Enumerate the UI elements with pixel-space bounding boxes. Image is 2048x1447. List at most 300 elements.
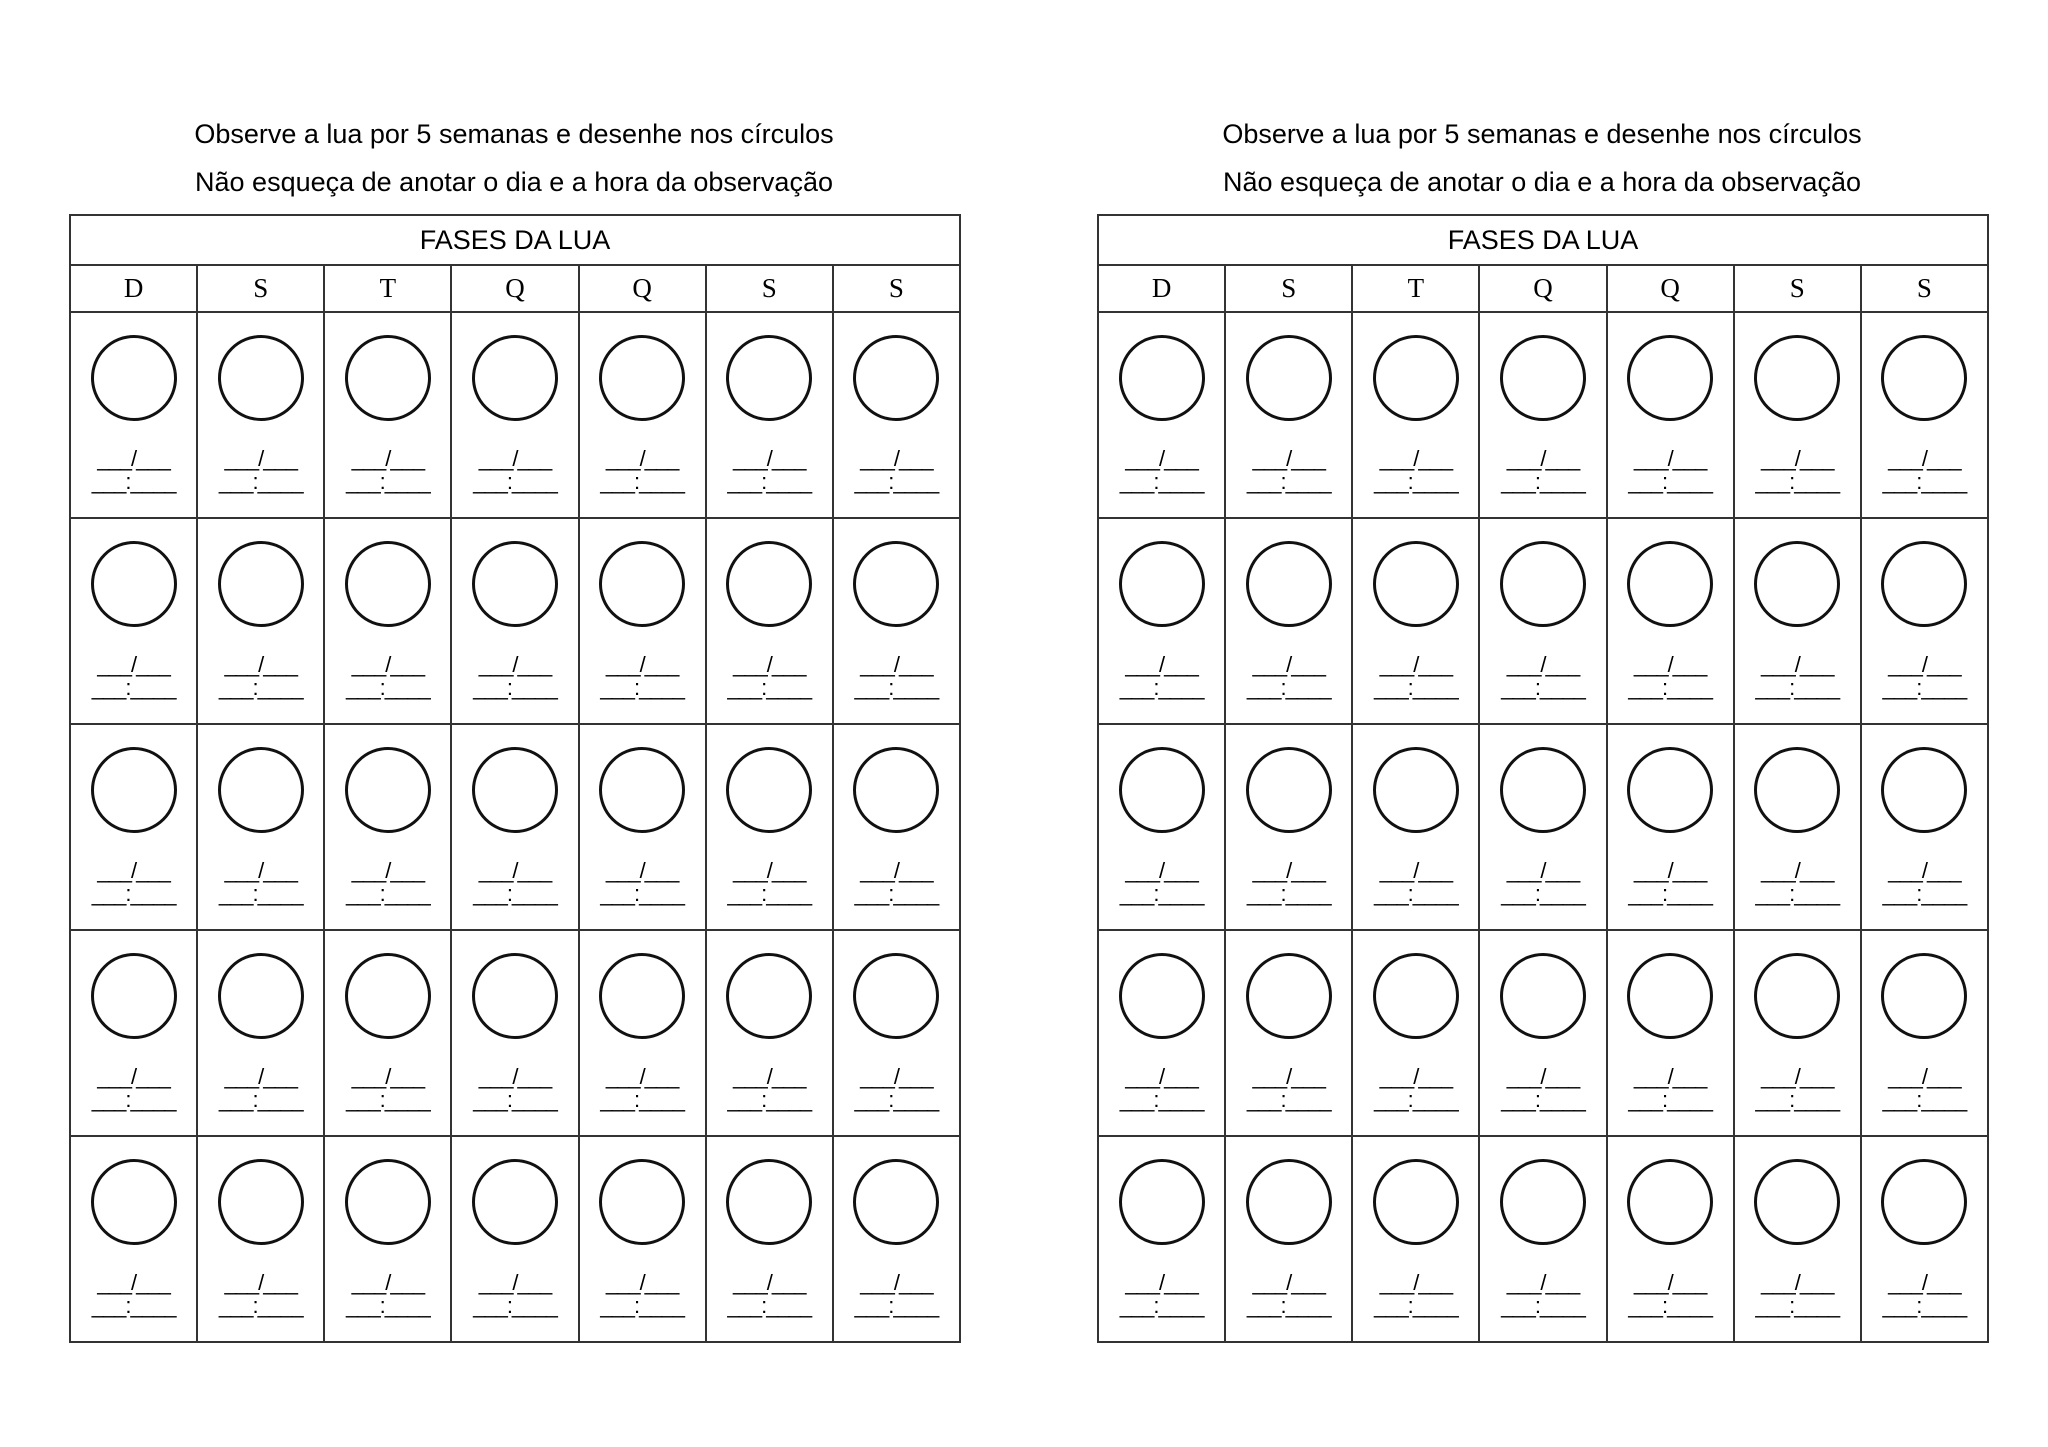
date-blank[interactable]: ___/___ <box>1379 652 1453 677</box>
observation-cell <box>325 313 452 517</box>
moon-drawing-circle[interactable] <box>853 1159 939 1245</box>
moon-drawing-circle[interactable] <box>1627 1159 1713 1245</box>
moon-drawing-circle[interactable] <box>472 335 558 421</box>
date-blank[interactable]: ___/___ <box>605 858 679 883</box>
moon-drawing-circle[interactable] <box>345 541 431 627</box>
moon-drawing-circle[interactable] <box>1373 335 1459 421</box>
time-blank[interactable]: ___:____ <box>1119 1087 1204 1112</box>
time-blank[interactable]: ___:____ <box>854 1293 939 1318</box>
time-blank[interactable]: ___:____ <box>91 675 176 700</box>
moon-drawing-circle[interactable] <box>218 335 304 421</box>
observation-cell <box>71 1137 198 1341</box>
observation-cell <box>1862 931 1987 1135</box>
observation-cell <box>1862 519 1987 723</box>
weekday-header: S <box>1226 266 1353 311</box>
weekday-header: S <box>707 266 834 311</box>
moon-drawing-circle[interactable] <box>1500 747 1586 833</box>
observation-cell <box>1862 1137 1987 1341</box>
moon-drawing-circle[interactable] <box>1754 335 1840 421</box>
moon-drawing-circle[interactable] <box>853 747 939 833</box>
date-blank[interactable]: ___/___ <box>860 652 933 677</box>
week-row <box>71 725 959 931</box>
observation-cell <box>580 931 707 1135</box>
date-blank[interactable]: ___/___ <box>97 1064 170 1089</box>
date-blank[interactable]: ___/___ <box>860 1270 933 1295</box>
worksheet-left <box>69 0 959 1447</box>
time-blank[interactable]: ___:____ <box>1501 469 1585 494</box>
time-blank[interactable]: ___:____ <box>1373 1293 1458 1318</box>
time-blank[interactable]: ___:____ <box>1501 1087 1585 1112</box>
date-blank[interactable]: ___/___ <box>351 858 425 883</box>
time-blank[interactable]: ___:____ <box>854 675 939 700</box>
moon-drawing-circle[interactable] <box>218 953 304 1039</box>
time-blank[interactable]: ___:____ <box>1882 469 1967 494</box>
date-blank[interactable]: ___/___ <box>1633 652 1707 677</box>
time-blank[interactable]: ___:____ <box>727 1293 812 1318</box>
observation-cell <box>1099 1137 1226 1341</box>
time-blank[interactable]: ___:____ <box>854 469 939 494</box>
date-blank[interactable]: ___/___ <box>860 446 933 471</box>
observation-cell <box>1735 313 1862 517</box>
time-blank[interactable]: ___:____ <box>1628 1293 1713 1318</box>
moon-drawing-circle[interactable] <box>472 747 558 833</box>
date-blank[interactable]: ___/___ <box>605 1064 679 1089</box>
moon-drawing-circle[interactable] <box>726 541 812 627</box>
time-blank[interactable]: ___:____ <box>345 881 430 906</box>
instruction-line-2: Não esqueça de anotar o dia e a hora da observação <box>1223 167 1861 197</box>
time-blank[interactable]: ___:____ <box>91 1293 176 1318</box>
moon-drawing-circle[interactable] <box>1754 747 1840 833</box>
moon-drawing-circle[interactable] <box>1500 1159 1586 1245</box>
date-blank[interactable]: ___/___ <box>1379 1270 1453 1295</box>
moon-drawing-circle[interactable] <box>1500 335 1586 421</box>
time-blank[interactable]: ___:____ <box>218 1087 303 1112</box>
date-blank[interactable]: ___/___ <box>605 446 679 471</box>
time-blank[interactable]: ___:____ <box>1246 469 1331 494</box>
moon-drawing-circle[interactable] <box>91 541 177 627</box>
moon-drawing-circle[interactable] <box>1373 953 1459 1039</box>
date-blank[interactable]: ___/___ <box>1125 1064 1198 1089</box>
time-blank[interactable]: ___:____ <box>727 881 812 906</box>
observation-cell <box>452 1137 579 1341</box>
time-blank[interactable]: ___:____ <box>854 881 939 906</box>
date-blank[interactable]: ___/___ <box>860 858 933 883</box>
observation-cell <box>1608 519 1735 723</box>
observation-cell <box>1226 313 1353 517</box>
observation-cell <box>1226 519 1353 723</box>
time-blank[interactable]: ___:____ <box>218 469 303 494</box>
observation-cell <box>1480 725 1607 929</box>
time-blank[interactable]: ___:____ <box>727 1087 812 1112</box>
observation-cell <box>198 519 325 723</box>
time-blank[interactable]: ___:____ <box>1628 469 1713 494</box>
time-blank[interactable]: ___:____ <box>1501 881 1585 906</box>
moon-drawing-circle[interactable] <box>1881 747 1967 833</box>
time-blank[interactable]: ___:____ <box>1628 675 1713 700</box>
moon-drawing-circle[interactable] <box>91 747 177 833</box>
date-blank[interactable]: ___/___ <box>733 446 806 471</box>
time-blank[interactable]: ___:____ <box>1373 675 1458 700</box>
moon-drawing-circle[interactable] <box>1119 1159 1205 1245</box>
moon-drawing-circle[interactable] <box>853 953 939 1039</box>
time-blank[interactable]: ___:____ <box>473 469 557 494</box>
date-blank[interactable]: ___/___ <box>1506 1064 1580 1089</box>
moon-drawing-circle[interactable] <box>1754 1159 1840 1245</box>
date-blank[interactable]: ___/___ <box>1506 446 1580 471</box>
time-blank[interactable]: ___:____ <box>600 675 685 700</box>
time-blank[interactable]: ___:____ <box>854 1087 939 1112</box>
moon-drawing-circle[interactable] <box>1246 335 1332 421</box>
moon-drawing-circle[interactable] <box>1373 1159 1459 1245</box>
moon-drawing-circle[interactable] <box>345 335 431 421</box>
time-blank[interactable]: ___:____ <box>1246 1293 1331 1318</box>
time-blank[interactable]: ___:____ <box>1246 1087 1331 1112</box>
date-blank[interactable]: ___/___ <box>605 1270 679 1295</box>
date-blank[interactable]: ___/___ <box>1379 446 1453 471</box>
observation-cell <box>71 313 198 517</box>
observation-cell <box>580 1137 707 1341</box>
date-blank[interactable]: ___/___ <box>1633 446 1707 471</box>
date-blank[interactable]: ___/___ <box>224 1270 297 1295</box>
date-blank[interactable]: ___/___ <box>1506 1270 1580 1295</box>
observation-cell <box>580 725 707 929</box>
time-blank[interactable]: ___:____ <box>1119 675 1204 700</box>
weekday-header: Q <box>580 266 707 311</box>
observation-cell <box>1735 1137 1862 1341</box>
observation-cell <box>1353 1137 1480 1341</box>
time-blank[interactable]: ___:____ <box>1373 1087 1458 1112</box>
time-blank[interactable]: ___:____ <box>1882 675 1967 700</box>
time-blank[interactable]: ___:____ <box>1246 675 1331 700</box>
week-row <box>71 1137 959 1341</box>
time-blank[interactable]: ___:____ <box>218 1293 303 1318</box>
observation-cell <box>1353 931 1480 1135</box>
date-blank[interactable]: ___/___ <box>1761 652 1834 677</box>
week-row <box>71 313 959 519</box>
instruction-line-1: Observe a lua por 5 semanas e desenhe nos círculos <box>1222 119 1862 149</box>
moon-drawing-circle[interactable] <box>726 747 812 833</box>
time-blank[interactable]: ___:____ <box>473 1087 557 1112</box>
observation-cell <box>325 1137 452 1341</box>
observation-cell <box>198 931 325 1135</box>
moon-drawing-circle[interactable] <box>91 1159 177 1245</box>
observation-cell <box>325 931 452 1135</box>
date-blank[interactable]: ___/___ <box>97 858 170 883</box>
instruction-line-1: Observe a lua por 5 semanas e desenhe nos círculos <box>194 119 834 149</box>
moon-drawing-circle[interactable] <box>218 1159 304 1245</box>
moon-drawing-circle[interactable] <box>1881 953 1967 1039</box>
time-blank[interactable]: ___:____ <box>1501 675 1585 700</box>
moon-drawing-circle[interactable] <box>472 953 558 1039</box>
date-blank[interactable]: ___/___ <box>1252 652 1325 677</box>
date-blank[interactable]: ___/___ <box>860 1064 933 1089</box>
time-blank[interactable]: ___:____ <box>91 881 176 906</box>
observation-cell <box>325 725 452 929</box>
time-blank[interactable]: ___:____ <box>1755 881 1840 906</box>
moon-phase-table <box>1097 214 1989 1343</box>
date-blank[interactable]: ___/___ <box>733 652 806 677</box>
time-blank[interactable]: ___:____ <box>1882 881 1967 906</box>
date-blank[interactable]: ___/___ <box>224 858 297 883</box>
time-blank[interactable]: ___:____ <box>218 675 303 700</box>
time-blank[interactable]: ___:____ <box>345 1293 430 1318</box>
time-blank[interactable]: ___:____ <box>473 675 557 700</box>
observation-cell <box>1099 313 1226 517</box>
week-row <box>1099 1137 1987 1341</box>
observation-cell <box>1353 519 1480 723</box>
date-blank[interactable]: ___/___ <box>224 446 297 471</box>
observation-cell <box>71 725 198 929</box>
date-blank[interactable]: ___/___ <box>1125 446 1198 471</box>
observation-cell <box>834 931 959 1135</box>
table-title: FASES DA LUA <box>1099 216 1987 266</box>
observation-cell <box>1226 931 1353 1135</box>
date-blank[interactable]: ___/___ <box>1888 446 1961 471</box>
date-blank[interactable]: ___/___ <box>97 446 170 471</box>
weekday-header: T <box>1353 266 1480 311</box>
date-blank[interactable]: ___/___ <box>478 652 552 677</box>
time-blank[interactable]: ___:____ <box>345 675 430 700</box>
observation-cell <box>1735 931 1862 1135</box>
week-row <box>1099 725 1987 931</box>
moon-drawing-circle[interactable] <box>1754 953 1840 1039</box>
time-blank[interactable]: ___:____ <box>1755 1087 1840 1112</box>
date-blank[interactable]: ___/___ <box>1888 858 1961 883</box>
observation-cell <box>707 1137 834 1341</box>
worksheet-right <box>1097 0 1987 1447</box>
observation-cell <box>71 519 198 723</box>
date-blank[interactable]: ___/___ <box>351 1064 425 1089</box>
moon-drawing-circle[interactable] <box>1119 335 1205 421</box>
time-blank[interactable]: ___:____ <box>91 1087 176 1112</box>
moon-drawing-circle[interactable] <box>1627 953 1713 1039</box>
observation-cell <box>452 931 579 1135</box>
observation-cell <box>1480 931 1607 1135</box>
observation-cell <box>834 519 959 723</box>
time-blank[interactable]: ___:____ <box>600 469 685 494</box>
date-blank[interactable]: ___/___ <box>478 858 552 883</box>
date-blank[interactable]: ___/___ <box>478 1064 552 1089</box>
week-row <box>1099 313 1987 519</box>
observation-cell <box>1099 931 1226 1135</box>
moon-drawing-circle[interactable] <box>1754 541 1840 627</box>
moon-drawing-circle[interactable] <box>345 1159 431 1245</box>
time-blank[interactable]: ___:____ <box>1246 881 1331 906</box>
time-blank[interactable]: ___:____ <box>1882 1087 1967 1112</box>
week-rows <box>71 313 959 1341</box>
time-blank[interactable]: ___:____ <box>345 469 430 494</box>
date-blank[interactable]: ___/___ <box>1252 1064 1325 1089</box>
observation-cell <box>1480 519 1607 723</box>
moon-drawing-circle[interactable] <box>1119 953 1205 1039</box>
moon-drawing-circle[interactable] <box>1246 1159 1332 1245</box>
time-blank[interactable]: ___:____ <box>600 1087 685 1112</box>
date-blank[interactable]: ___/___ <box>351 1270 425 1295</box>
moon-drawing-circle[interactable] <box>1119 747 1205 833</box>
observation-cell <box>1099 725 1226 929</box>
moon-drawing-circle[interactable] <box>726 335 812 421</box>
week-row <box>71 519 959 725</box>
weekday-header-row <box>1099 266 1987 313</box>
moon-drawing-circle[interactable] <box>1373 541 1459 627</box>
date-blank[interactable]: ___/___ <box>1633 1064 1707 1089</box>
time-blank[interactable]: ___:____ <box>345 1087 430 1112</box>
moon-drawing-circle[interactable] <box>1246 747 1332 833</box>
date-blank[interactable]: ___/___ <box>1506 652 1580 677</box>
observation-cell <box>452 725 579 929</box>
date-blank[interactable]: ___/___ <box>1761 1064 1834 1089</box>
date-blank[interactable]: ___/___ <box>1633 1270 1707 1295</box>
weekday-header: D <box>1099 266 1226 311</box>
time-blank[interactable]: ___:____ <box>1119 881 1204 906</box>
observation-cell <box>707 313 834 517</box>
weekday-header: S <box>198 266 325 311</box>
date-blank[interactable]: ___/___ <box>733 1064 806 1089</box>
observation-cell <box>1735 519 1862 723</box>
observation-cell <box>198 313 325 517</box>
moon-drawing-circle[interactable] <box>218 747 304 833</box>
week-row <box>1099 519 1987 725</box>
weekday-header: Q <box>1480 266 1607 311</box>
date-blank[interactable]: ___/___ <box>1252 1270 1325 1295</box>
moon-drawing-circle[interactable] <box>345 747 431 833</box>
moon-drawing-circle[interactable] <box>1627 747 1713 833</box>
date-blank[interactable]: ___/___ <box>733 858 806 883</box>
date-blank[interactable]: ___/___ <box>351 446 425 471</box>
time-blank[interactable]: ___:____ <box>473 1293 557 1318</box>
time-blank[interactable]: ___:____ <box>1755 469 1840 494</box>
observation-cell <box>1608 1137 1735 1341</box>
date-blank[interactable]: ___/___ <box>1506 858 1580 883</box>
moon-phase-table <box>69 214 961 1343</box>
time-blank[interactable]: ___:____ <box>1755 1293 1840 1318</box>
table-title: FASES DA LUA <box>71 216 959 266</box>
moon-drawing-circle[interactable] <box>91 953 177 1039</box>
date-blank[interactable]: ___/___ <box>1252 446 1325 471</box>
moon-drawing-circle[interactable] <box>345 953 431 1039</box>
date-blank[interactable]: ___/___ <box>1633 858 1707 883</box>
time-blank[interactable]: ___:____ <box>1628 881 1713 906</box>
weekday-header: Q <box>452 266 579 311</box>
date-blank[interactable]: ___/___ <box>1888 652 1961 677</box>
moon-drawing-circle[interactable] <box>1500 541 1586 627</box>
observation-cell <box>834 313 959 517</box>
date-blank[interactable]: ___/___ <box>97 652 170 677</box>
moon-drawing-circle[interactable] <box>1500 953 1586 1039</box>
date-blank[interactable]: ___/___ <box>224 1064 297 1089</box>
time-blank[interactable]: ___:____ <box>1755 675 1840 700</box>
date-blank[interactable]: ___/___ <box>1761 858 1834 883</box>
date-blank[interactable]: ___/___ <box>1888 1064 1961 1089</box>
moon-drawing-circle[interactable] <box>599 953 685 1039</box>
week-rows <box>1099 313 1987 1341</box>
date-blank[interactable]: ___/___ <box>1125 652 1198 677</box>
moon-drawing-circle[interactable] <box>599 747 685 833</box>
time-blank[interactable]: ___:____ <box>218 881 303 906</box>
observation-cell <box>325 519 452 723</box>
time-blank[interactable]: ___:____ <box>473 881 557 906</box>
observation-cell <box>1099 519 1226 723</box>
observation-cell <box>1608 725 1735 929</box>
time-blank[interactable]: ___:____ <box>600 1293 685 1318</box>
observation-cell <box>1480 313 1607 517</box>
date-blank[interactable]: ___/___ <box>605 652 679 677</box>
moon-drawing-circle[interactable] <box>1246 541 1332 627</box>
date-blank[interactable]: ___/___ <box>1761 1270 1834 1295</box>
date-blank[interactable]: ___/___ <box>1125 858 1198 883</box>
moon-drawing-circle[interactable] <box>599 335 685 421</box>
date-blank[interactable]: ___/___ <box>1888 1270 1961 1295</box>
date-blank[interactable]: ___/___ <box>1125 1270 1198 1295</box>
time-blank[interactable]: ___:____ <box>1119 469 1204 494</box>
observation-cell <box>1226 725 1353 929</box>
moon-drawing-circle[interactable] <box>1627 541 1713 627</box>
observation-cell <box>834 725 959 929</box>
date-blank[interactable]: ___/___ <box>1379 858 1453 883</box>
observation-cell <box>1353 313 1480 517</box>
moon-drawing-circle[interactable] <box>1119 541 1205 627</box>
observation-cell <box>1353 725 1480 929</box>
moon-drawing-circle[interactable] <box>1881 1159 1967 1245</box>
moon-drawing-circle[interactable] <box>599 541 685 627</box>
time-blank[interactable]: ___:____ <box>727 675 812 700</box>
time-blank[interactable]: ___:____ <box>1628 1087 1713 1112</box>
time-blank[interactable]: ___:____ <box>1119 1293 1204 1318</box>
observation-cell <box>198 1137 325 1341</box>
time-blank[interactable]: ___:____ <box>727 469 812 494</box>
moon-drawing-circle[interactable] <box>472 1159 558 1245</box>
observation-cell <box>452 519 579 723</box>
date-blank[interactable]: ___/___ <box>733 1270 806 1295</box>
moon-drawing-circle[interactable] <box>472 541 558 627</box>
moon-drawing-circle[interactable] <box>1881 541 1967 627</box>
date-blank[interactable]: ___/___ <box>1252 858 1325 883</box>
date-blank[interactable]: ___/___ <box>478 1270 552 1295</box>
moon-drawing-circle[interactable] <box>1373 747 1459 833</box>
time-blank[interactable]: ___:____ <box>1882 1293 1967 1318</box>
weekday-header: T <box>325 266 452 311</box>
date-blank[interactable]: ___/___ <box>224 652 297 677</box>
moon-drawing-circle[interactable] <box>853 335 939 421</box>
moon-drawing-circle[interactable] <box>599 1159 685 1245</box>
observation-cell <box>1862 313 1987 517</box>
observation-cell <box>580 313 707 517</box>
date-blank[interactable]: ___/___ <box>351 652 425 677</box>
moon-drawing-circle[interactable] <box>1246 953 1332 1039</box>
date-blank[interactable]: ___/___ <box>478 446 552 471</box>
observation-cell <box>1480 1137 1607 1341</box>
moon-drawing-circle[interactable] <box>1627 335 1713 421</box>
moon-drawing-circle[interactable] <box>853 541 939 627</box>
date-blank[interactable]: ___/___ <box>1379 1064 1453 1089</box>
time-blank[interactable]: ___:____ <box>91 469 176 494</box>
moon-drawing-circle[interactable] <box>726 1159 812 1245</box>
time-blank[interactable]: ___:____ <box>1501 1293 1585 1318</box>
moon-drawing-circle[interactable] <box>1881 335 1967 421</box>
date-blank[interactable]: ___/___ <box>97 1270 170 1295</box>
moon-drawing-circle[interactable] <box>91 335 177 421</box>
observation-cell <box>1226 1137 1353 1341</box>
time-blank[interactable]: ___:____ <box>1373 469 1458 494</box>
observation-cell <box>452 313 579 517</box>
moon-drawing-circle[interactable] <box>726 953 812 1039</box>
time-blank[interactable]: ___:____ <box>600 881 685 906</box>
observation-cell <box>1608 313 1735 517</box>
date-blank[interactable]: ___/___ <box>1761 446 1834 471</box>
weekday-header: S <box>1916 273 1932 303</box>
moon-drawing-circle[interactable] <box>218 541 304 627</box>
time-blank[interactable]: ___:____ <box>1373 881 1458 906</box>
